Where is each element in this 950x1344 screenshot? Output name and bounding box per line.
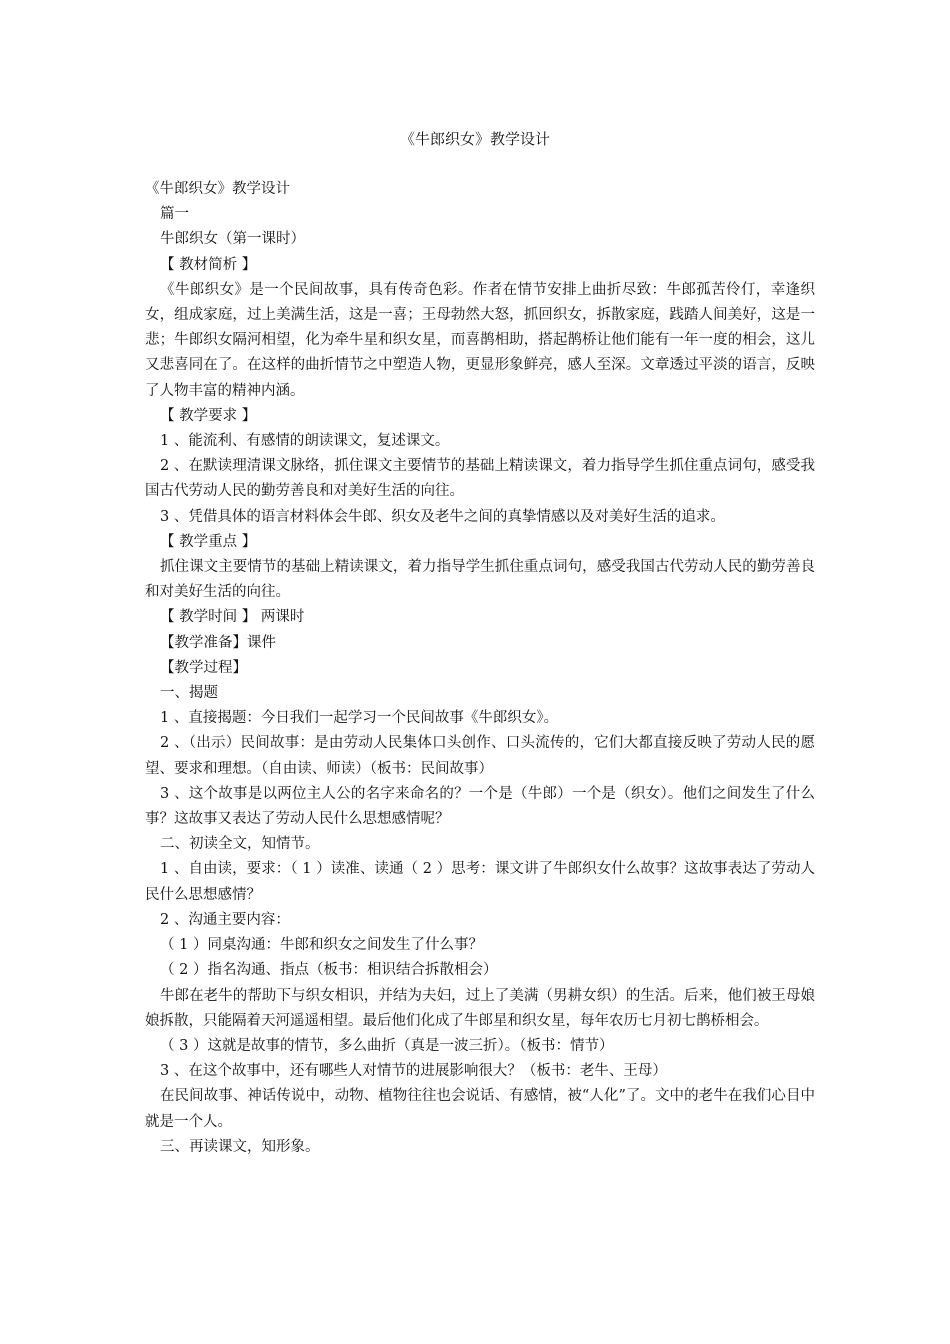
paragraph: 2 、（出示）民间故事：是由劳动人民集体口头创作、口头流传的，它们大都直接反映了劳动人民的愿望、要求和理想。（自由读、师读）（板书：民间故事） bbox=[145, 735, 815, 777]
paragraph: 3 、在这个故事中，还有哪些人对情节的进展影响很大？（板书：老牛、王母） bbox=[160, 1063, 667, 1080]
paragraph: 【教学过程】 bbox=[160, 659, 247, 676]
paragraph: 三、再读课文，知形象。 bbox=[160, 1138, 320, 1155]
paragraph: （ 2 ）指名沟通、指点（板书：相识结合拆散相会） bbox=[160, 962, 498, 979]
paragraph: 抓住课文主要情节的基础上精读课文，着力指导学生抓住重点词句，感受我国古代劳动人民的勤劳善良和对美好生活的向往。 bbox=[145, 559, 815, 601]
paragraph: 一、揭题 bbox=[160, 685, 218, 702]
paragraph: 牛郎在老牛的帮助下与织女相识，并结为夫妇，过上了美满（男耕女织）的生活。后来，他们被王母娘娘拆散，只能隔着天河遥遥相望。最后他们化成了牛郎星和织女星，每年农历七月初七鹊桥相会。 bbox=[145, 987, 815, 1029]
paragraph: 2 、沟通主要内容： bbox=[160, 911, 290, 928]
document-body bbox=[145, 177, 815, 1160]
paragraph: （ 1 ）同桌沟通：牛郎和织女之间发生了什么事？ bbox=[160, 937, 483, 954]
paragraph: 《牛郎织女》教学设计 bbox=[145, 181, 290, 197]
paragraph: 牛郎织女（第一课时） bbox=[160, 231, 305, 248]
paragraph: 【 教材简析 】 bbox=[160, 256, 257, 273]
paragraph: 1 、直接揭题：今日我们一起学习一个民间故事《牛郎织女》。 bbox=[160, 710, 559, 727]
paragraph: 在民间故事、神话传说中，动物、植物往往也会说话、有感情，被“人化”了。文中的老牛在我们心目中就是一个人。 bbox=[145, 1088, 815, 1130]
paragraph: 1 、能流利、有感情的朗读课文，复述课文。 bbox=[160, 433, 450, 450]
paragraph: 3 、这个故事是以两位主人公的名字来命名的？一个是（牛郎）一个是（织女）。他们之间发生了什么事？这故事又表达了劳动人民什么思想感情呢？ bbox=[145, 785, 815, 828]
document-title: 《牛郎织女》教学设计 bbox=[399, 130, 550, 148]
paragraph: （ 3 ）这就是故事的情节，多么曲折（真是一波三折）。（板书：情节） bbox=[160, 1037, 614, 1054]
paragraph: 【 教学时间 】 两课时 bbox=[160, 609, 305, 626]
paragraph: 1 、自由读，要求：（ 1 ）读准、读通（ 2 ）思考：课文讲了牛郎织女什么故事？这故事表达了劳动人民什么思想感情？ bbox=[145, 861, 815, 903]
paragraph: 二、初读全文，知情节。 bbox=[160, 836, 320, 853]
paragraph: 《牛郎织女》是一个民间故事，具有传奇色彩。作者在情节安排上曲折尽致：牛郎孤苦伶仃，幸逢织女，组成家庭，过上美满生活，这是一喜；王母勃然大怒，抓回织女，拆散家庭，践踏人间美好，这是一悲；牛郎织女隔河相望，化为牵牛星和织女星，而喜鹊相助，搭起鹊桥让他们能有一年一度的相会，这儿又悲喜同在了。在这样的曲折情节之中塑造人物，更显形象鲜亮，感人至深。文章透过平淡的语言，反映了人物丰富的精神内涵。 bbox=[145, 281, 815, 399]
paragraph: 【教学准备】课件 bbox=[160, 634, 276, 651]
paragraph: 【 教学重点 】 bbox=[160, 533, 257, 550]
paragraph: 3 、凭借具体的语言材料体会牛郎、织女及老牛之间的真挚情感以及对美好生活的追求。 bbox=[160, 508, 725, 525]
paragraph: 篇一 bbox=[160, 206, 189, 223]
paragraph: 2 、在默读理清课文脉络，抓住课文主要情节的基础上精读课文，着力指导学生抓住重点词句，感受我国古代劳动人民的勤劳善良和对美好生活的向往。 bbox=[145, 458, 815, 500]
paragraph: 【 教学要求 】 bbox=[160, 407, 257, 424]
